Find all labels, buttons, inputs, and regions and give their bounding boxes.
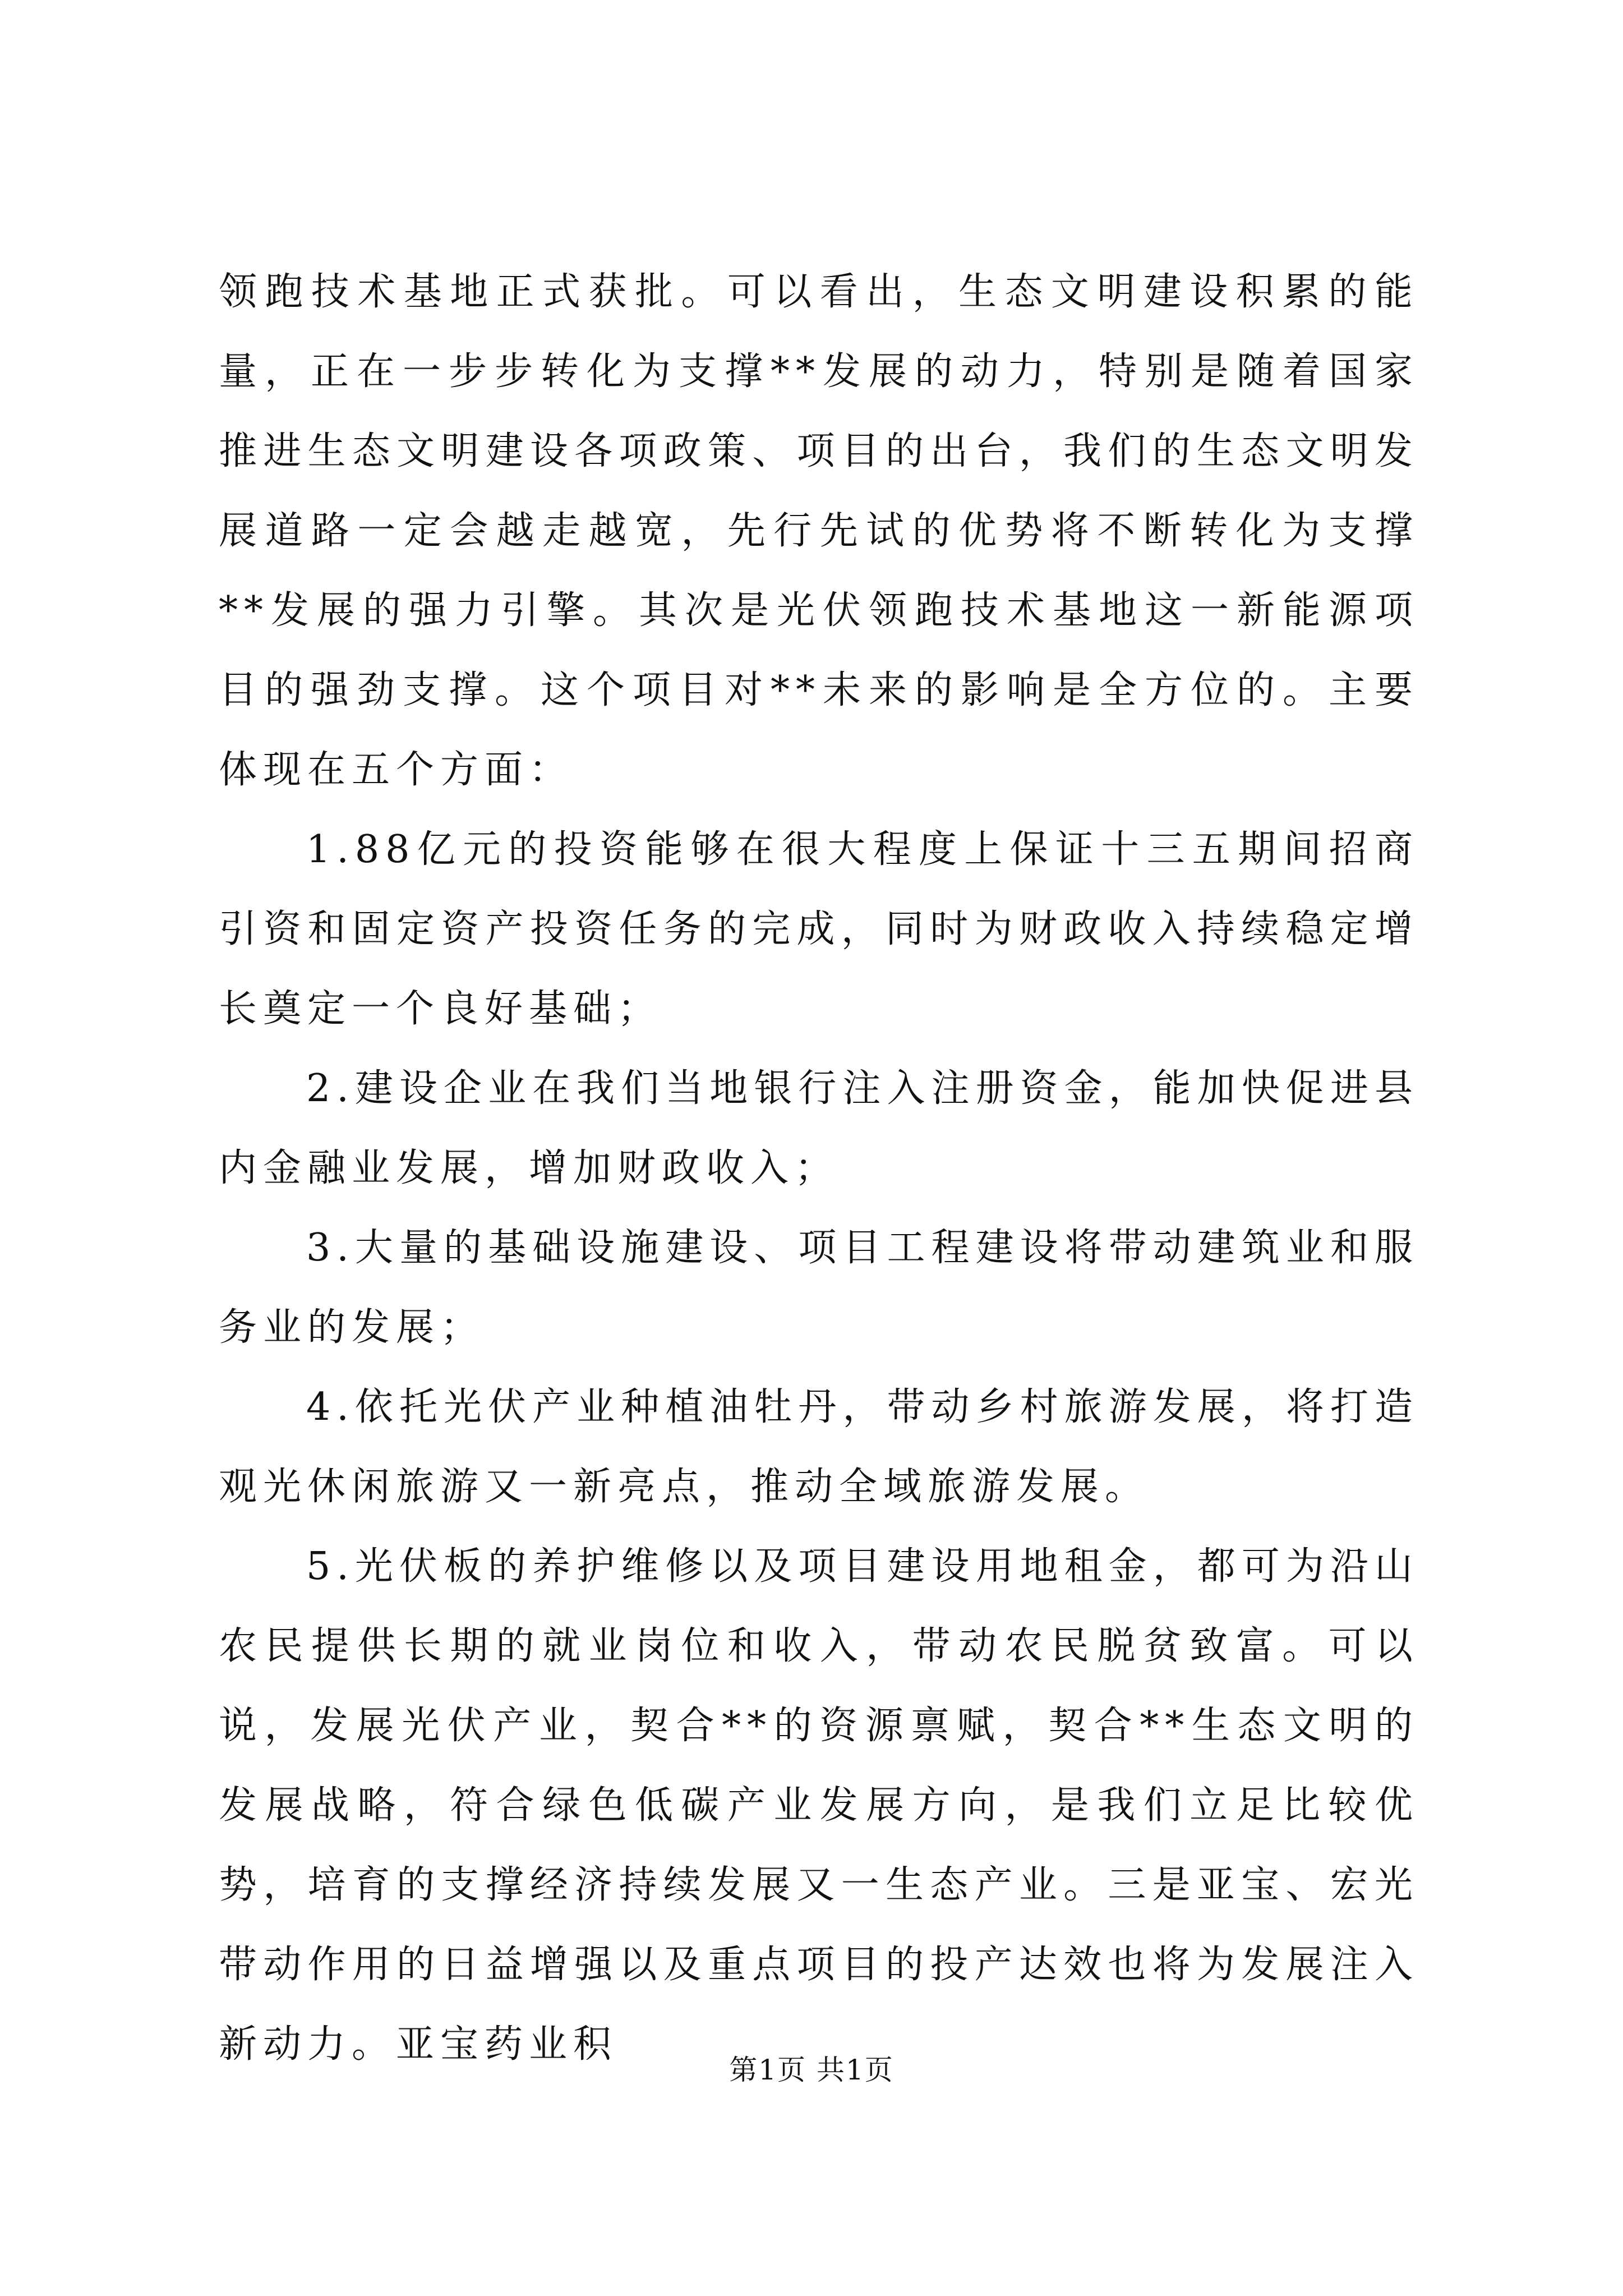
paragraph-point-3: 3.大量的基础设施建设、项目工程建设将带动建筑业和服务业的发展； — [219, 1226, 1419, 1350]
paragraph-point-1: 1.88亿元的投资能够在很大程度上保证十三五期间招商引资和固定资产投资任务的完成，同时为财政收入持续稳定增长奠定一个良好基础； — [219, 827, 1419, 1031]
paragraph-point-4: 4.依托光伏产业种植油牡丹，带动乡村旅游发展，将打造观光休闲旅游又一新亮点，推动全域旅游发展。 — [219, 1385, 1419, 1509]
paragraph-intro: 领跑技术基地正式获批。可以看出，生态文明建设积累的能量，正在一步步转化为支撑**发展的动力，特别是随着国家推进生态文明建设各项政策、项目的出台，我们的生态文明发展道路一定会越走越宽，先行先试的优势将不断转化为支撑**发展的强力引擎。其次是光伏领跑技术基地这一新能源项目的强劲支撑。这个项目对**未来的影响是全方位的。主要体现在五个方面： — [219, 270, 1419, 792]
paragraph-point-5: 5.光伏板的养护维修以及项目建设用地租金，都可为沿山农民提供长期的就业岗位和收入，带动农民脱贫致富。可以说，发展光伏产业，契合**的资源禀赋，契合**生态文明的发展战略，符合绿色低碳产业发展方向，是我们立足比较优势，培育的支撑经济持续发展又一生态产业。三是亚宝、宏光带动作用的日益增强以及重点项目的投产达效也将为发展注入新动力。亚宝药业积 — [219, 1544, 1419, 2067]
paragraph-point-2: 2.建设企业在我们当地银行注入注册资金，能加快促进县内金融业发展，增加财政收入； — [219, 1066, 1419, 1190]
document-body — [219, 252, 1419, 2085]
page-footer: 第1页 共1页 — [729, 2054, 894, 2086]
